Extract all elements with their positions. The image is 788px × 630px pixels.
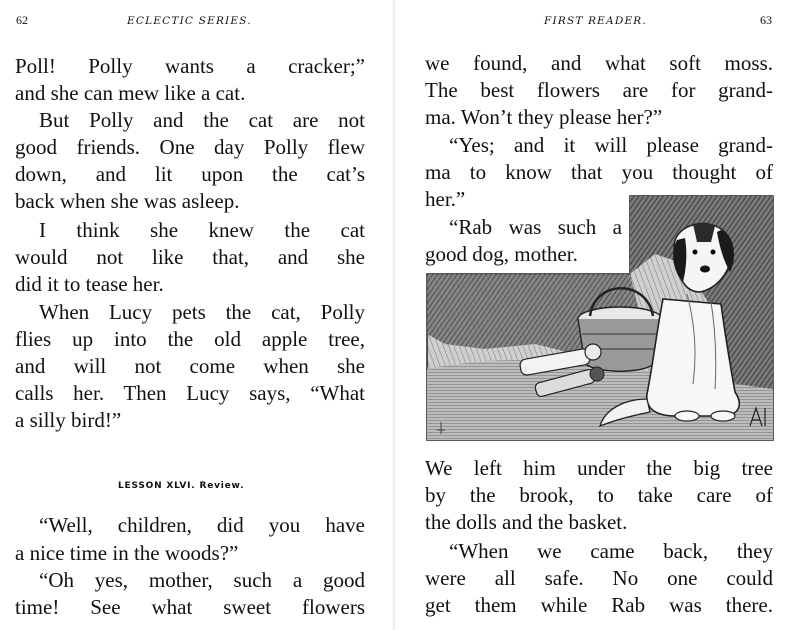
lesson-heading: LESSON XLVI. Review. xyxy=(118,481,245,491)
running-head: ECLECTIC SERIES. xyxy=(127,15,252,27)
text-line: did it to tease her. xyxy=(15,272,164,296)
text-line: But Polly and the cat are not xyxy=(39,108,365,132)
text-line: “Yes; and it will please grand- xyxy=(449,133,773,157)
text-line: “Well, children, did you have xyxy=(39,513,365,537)
text-line: by the brook, to take care of xyxy=(425,483,773,507)
text-line: I think she knew the cat xyxy=(39,218,365,242)
text-line: back when she was asleep. xyxy=(15,189,240,213)
text-line: “Oh yes, mother, such a good xyxy=(39,568,365,592)
text-line: ma to know that you thought of xyxy=(425,160,773,184)
text-line: When Lucy pets the cat, Polly xyxy=(39,300,365,324)
text-line: were all safe. No one could xyxy=(425,566,773,590)
text-line: down, and lit upon the cat’s xyxy=(15,162,365,186)
text-line: and will not come when she xyxy=(15,354,365,378)
text-line: good friends. One day Polly flew xyxy=(15,135,365,159)
text-line: her.” xyxy=(425,187,466,211)
text-line: a nice time in the woods?” xyxy=(15,541,239,565)
illustration-svg xyxy=(425,194,775,442)
text-line: flies up into the old apple tree, xyxy=(15,327,365,351)
page-number: 62 xyxy=(16,13,28,27)
text-line: We left him under the big tree xyxy=(425,456,773,480)
text-line: Poll! Polly wants a cracker;” xyxy=(15,54,365,78)
text-line: the dolls and the basket. xyxy=(425,510,628,534)
text-line: a silly bird!” xyxy=(15,408,122,432)
text-line: ma. Won’t they please her?” xyxy=(425,105,663,129)
text-line: time! See what sweet flowers xyxy=(15,595,365,619)
text-line: “When we came back, they xyxy=(449,539,773,563)
text-line: get them while Rab was there. xyxy=(425,593,773,617)
text-line: “Rab was such a xyxy=(449,215,622,239)
running-head: FIRST READER. xyxy=(544,15,647,27)
page-number: 63 xyxy=(760,13,772,27)
text-line: would not like that, and she xyxy=(15,245,365,269)
text-line: we found, and what soft moss. xyxy=(425,51,773,75)
text-line: calls her. Then Lucy says, “What xyxy=(15,381,365,405)
text-line: and she can mew like a cat. xyxy=(15,81,246,105)
text-line: good dog, mother. xyxy=(425,242,578,266)
illustration-dog-basket-dolls xyxy=(425,194,775,446)
text-line: The best flowers are for grand- xyxy=(425,78,773,102)
